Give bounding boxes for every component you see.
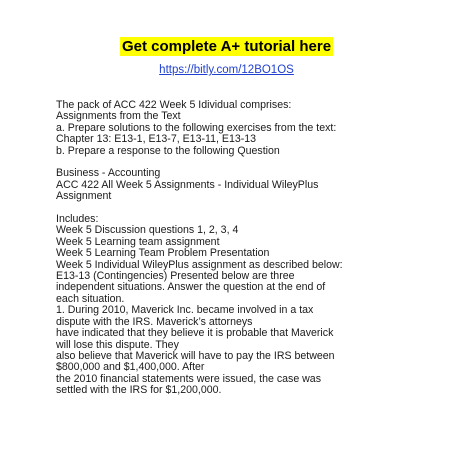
intro-line: a. Prepare solutions to the following exercises from the text: [56, 121, 337, 134]
tutorial-link[interactable]: https://bitly.com/12BO1OS [159, 64, 294, 76]
includes-line: dispute with the IRS. Maverick’s attorneys [56, 315, 253, 328]
includes-line: settled with the IRS for $1,200,000. [56, 384, 222, 397]
includes-line: independent situations. Answer the question at the end of [56, 281, 326, 294]
includes-line: Includes: [56, 213, 99, 226]
includes-line: will lose this dispute. They [56, 338, 179, 351]
category-line: Assignment [56, 190, 112, 203]
category-line: ACC 422 All Week 5 Assignments - Individual WileyPlus [56, 178, 319, 191]
includes-line: Week 5 Discussion questions 1, 2, 3, 4 [56, 224, 239, 237]
includes-line: Week 5 Learning team assignment [56, 235, 220, 248]
includes-line: have indicated that they believe it is probable that Maverick [56, 327, 334, 340]
includes-line: $800,000 and $1,400,000. After [56, 361, 205, 374]
includes-line: each situation. [56, 292, 125, 305]
includes-line: 1. During 2010, Maverick Inc. became involved in a tax [56, 304, 314, 317]
promo-headline [0, 37, 453, 56]
includes-line: E13-13 (Contingencies) Presented below are three [56, 270, 295, 283]
category-line: Business - Accounting [56, 167, 161, 180]
intro-line: Assignments from the Text [56, 110, 181, 123]
promo-headline-text: Get complete A+ tutorial here [121, 38, 332, 55]
intro-line: Chapter 13: E13-1, E13-7, E13-11, E13-13 [56, 133, 257, 146]
includes-line: also believe that Maverick will have to pay the IRS between [56, 349, 335, 362]
intro-line: The pack of ACC 422 Week 5 Idividual comprises: [56, 99, 292, 111]
includes-line: Week 5 Learning Team Problem Presentation [56, 247, 270, 260]
document-body [56, 100, 426, 397]
includes-line: the 2010 financial statements were issued, the case was [56, 372, 321, 385]
includes-line: Week 5 Individual WileyPlus assignment as described below: [56, 258, 343, 271]
paragraph-gap [56, 203, 426, 214]
intro-line: b. Prepare a response to the following Question [56, 144, 280, 157]
